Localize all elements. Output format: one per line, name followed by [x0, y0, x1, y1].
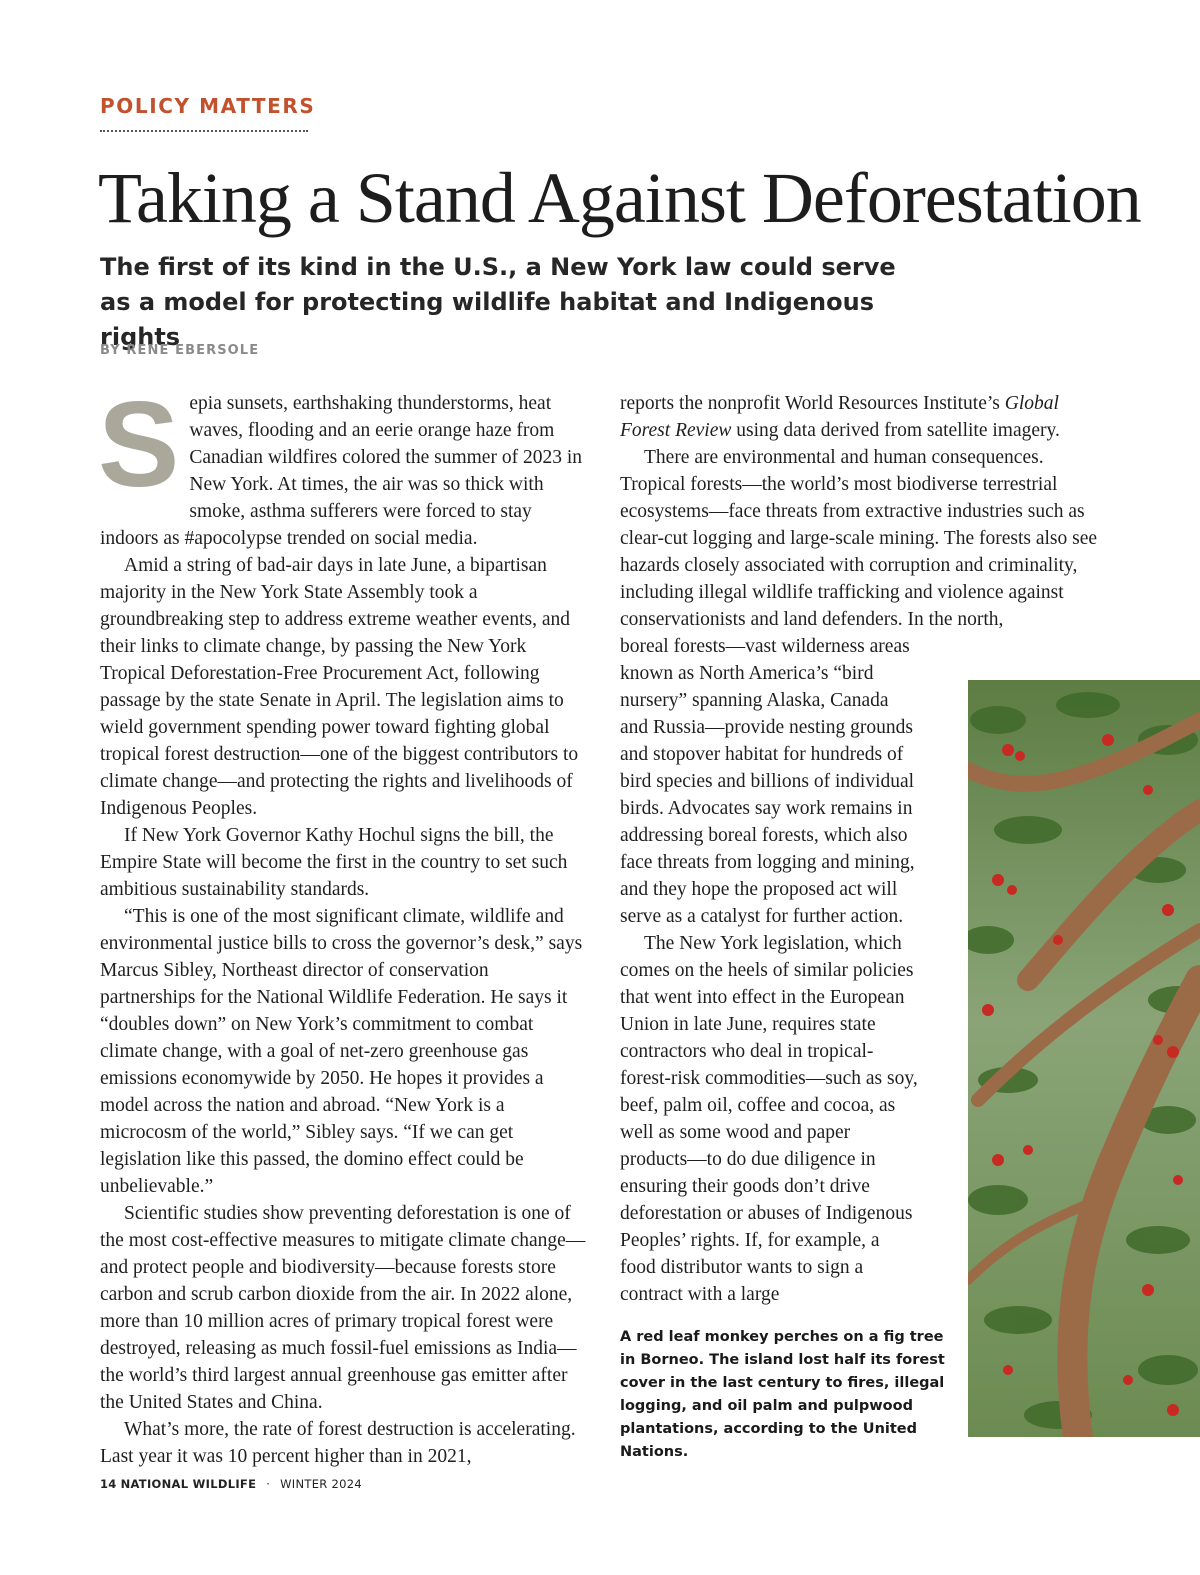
paragraph-5: Scientific studies show preventing deforestation is one of the most cost-effective measures to mitigate climate change—and protect people and biodiversity—because forests store carbon and scrub carbon dioxide from the air. In 2022 alone, more than 10 million acres of primary tropical forest were destroyed, releasing as much fossil-fuel emissions as India—the world’s third largest annual greenhouse gas emitter after the United States and China. — [100, 1203, 586, 1413]
paragraph-7-text-b: using data derived from satellite imagery. — [731, 420, 1060, 441]
article-dek — [100, 250, 960, 355]
publication-title-italic: Global Forest Review — [620, 393, 1059, 441]
section-kicker: POLICY MATTERS — [100, 94, 316, 118]
paragraph-7-text-a: reports the nonprofit World Resources Institute’s — [620, 393, 1005, 414]
paragraph-6: What’s more, the rate of forest destruction is accelerating. Last year it was 10 percent higher than in 2021, — [100, 1419, 576, 1467]
paragraph-2: Amid a string of bad-air days in late June, a bipartisan majority in the New York State Assembly took a groundbreaking step to address extreme weather events, and their links to climate change, by passing the New York Tropical Deforestation-Free Procurement Act, following passage by the state Senate in April. The legislation aims to wield government spending power toward fighting global tropical forest destruction—one of the biggest contributors to climate change—and protecting the rights and livelihoods of Indigenous Peoples. — [100, 555, 579, 819]
paragraph-8: There are environmental and human consequences. Tropical forests—the world’s most biodiverse terrestrial ecosystems—face threats from extractive industries such as clear-cut logging and large-scale mining. The forests also see hazards closely associated with corruption and criminality, including illegal wildlife trafficking and violence against conservationists and land defenders. In the north, — [620, 447, 1098, 630]
page-number: 14 — [100, 1477, 117, 1491]
issue-date: WINTER 2024 — [280, 1477, 363, 1491]
publication-name: NATIONAL WILDLIFE — [120, 1477, 257, 1491]
paragraph-9: The New York legislation, which comes on the heels of similar policies that went into effect in the European Union in late June, requires state contractors who deal in tropical-forest-risk commodities—such as soy, beef, palm oil, coffee and cocoa, as well as some wood and paper products—to do due diligence in ensuring their goods don’t drive deforestation or abuses of Indigenous Peoples’ rights. If, for example, a food distributor wants to sign a contract with a large — [620, 933, 918, 1305]
dek-line-1: The first of its kind in the U.S., a New York law could serve — [100, 253, 896, 281]
paragraph-1 — [98, 376, 588, 552]
fig-tree-illustration — [968, 680, 1200, 1437]
footer-separator: · — [266, 1477, 271, 1491]
article-headline: Taking a Stand Against Deforestation — [98, 158, 1141, 238]
drop-cap: S — [98, 376, 180, 512]
paragraph-1-text: epia sunsets, earthshaking thunderstorms, heat waves, flooding and an eerie orange haze from Canadian wildfires colored the summer of 2023 in New York. At times, the air was so thick with smoke, asthma sufferers were forced to stay indoors as #apocolypse trended on social media. — [100, 393, 582, 549]
page-footer — [100, 1477, 362, 1491]
paragraph-3: If New York Governor Kathy Hochul signs the bill, the Empire State will become the first in the country to set such ambitious sustainability standards. — [100, 825, 568, 900]
paragraph-7 — [620, 390, 1110, 444]
paragraph-8-continued: boreal forests—vast wilderness areas known as North America’s “bird nursery” spanning Alaska, Canada and Russia—provide nesting grounds and stopover habitat for hundreds of bird species and billions of individual birds. Advocates say work remains in addressing boreal forests, which also face threats from logging and mining, and they hope the proposed act will serve as a catalyst for further action. — [620, 636, 915, 927]
kicker-dotted-rule — [100, 130, 308, 132]
fig-tree-photo — [968, 680, 1200, 1437]
photo-caption: A red leaf monkey perches on a fig tree in Borneo. The island lost half its forest cover in the last century to fires, illegal logging, and oil palm and pulpwood plantations, according to the United Nations. — [620, 1329, 945, 1460]
body-column-left — [98, 376, 588, 1470]
dek-line-2: as a model for protecting wildlife habitat and Indigenous rights — [100, 288, 874, 351]
byline: BY RENE EBERSOLE — [100, 343, 260, 358]
paragraph-4: “This is one of the most significant climate, wildlife and environmental justice bills to cross the governor’s desk,” says Marcus Sibley, Northeast director of conservation partnerships for the National Wildlife Federation. He says it “doubles down” on New York’s commitment to combat climate change, with a goal of net-zero greenhouse gas emissions economywide by 2050. He hopes it provides a model across the nation and abroad. “New York is a microcosm of the world,” Sibley says. “If we can get legislation like this passed, the domino effect could be unbelievable.” — [100, 906, 583, 1197]
